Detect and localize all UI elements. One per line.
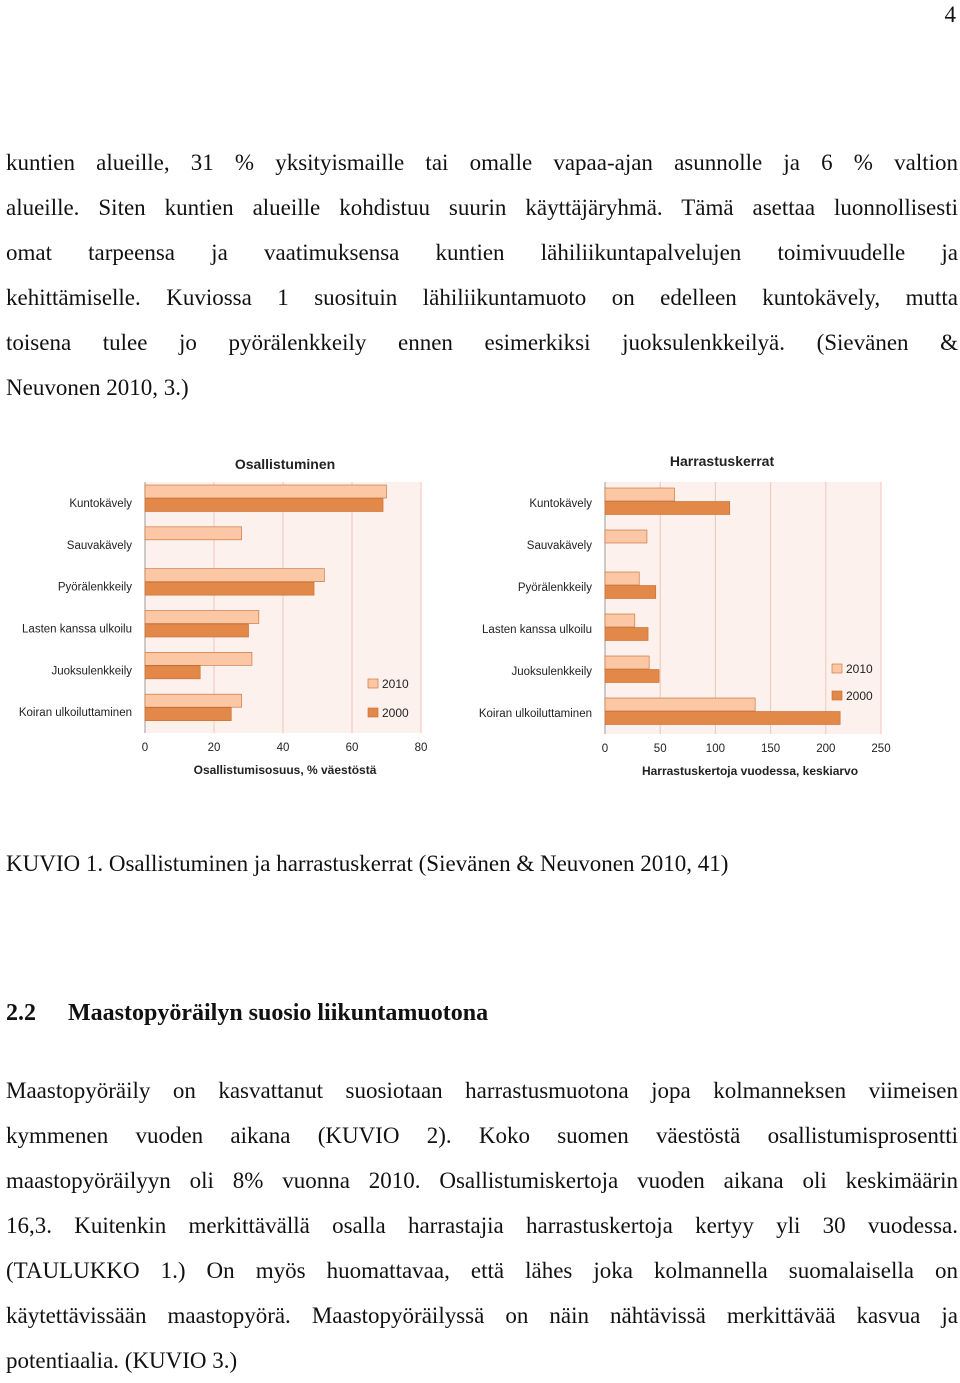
category-label: Pyörälenkkeily (57, 581, 132, 594)
paragraph-line: potentiaalia. (KUVIO 3.) (6, 1348, 238, 1373)
bar-2010 (605, 488, 675, 501)
category-label: Koiran ulkoiluttaminen (18, 707, 132, 720)
category-label: Sauvakävely (66, 539, 132, 552)
legend-swatch (368, 708, 378, 717)
chart-title: Osallistuminen (234, 456, 336, 472)
paragraph-line: kuntien alueille, 31 % yksityismaille tai omalle vapaa-ajan asunnolle ja 6 % valtion (6, 150, 958, 175)
bar-2010 (605, 614, 635, 627)
figure-caption: KUVIO 1. Osallistuminen ja harrastuskerrat (Sievänen & Neuvonen 2010, 41) (6, 851, 729, 876)
x-axis-label: Osallistumisosuus, % väestöstä (193, 763, 377, 777)
legend-label: 2010 (846, 662, 873, 676)
section-number: 2.2 (6, 1000, 36, 1026)
bar-2000 (605, 670, 659, 683)
x-tick-label: 50 (653, 743, 667, 755)
paragraph-line: maastopyöräilyyn oli 8% vuonna 2010. Osallistumiskertoja vuoden aikana oli keskimäärin (6, 1168, 958, 1193)
x-tick-label: 250 (871, 743, 891, 755)
bar-2010 (145, 611, 259, 624)
category-label: Kuntokävely (69, 497, 132, 510)
bar-2010 (605, 530, 647, 543)
frequency-chart (460, 440, 905, 800)
body-paragraph (6, 1068, 958, 1383)
bar-2010 (145, 485, 387, 498)
legend-label: 2000 (382, 706, 409, 720)
legend-swatch (832, 664, 842, 673)
bar-2010 (605, 698, 755, 711)
legend-swatch (368, 679, 378, 688)
bar-2000 (605, 628, 648, 641)
bar-2000 (605, 502, 730, 515)
bar-2010 (605, 656, 649, 669)
paragraph-line: kymmenen vuoden aikana (KUVIO 2). Koko suomen väestöstä osallistumisprosentti (6, 1123, 958, 1148)
participation-chart (0, 440, 450, 800)
bar-2010 (145, 694, 242, 707)
paragraph-line: käytettävissään maastopyörä. Maastopyöräilyssä on näin nähtävissä merkittävää kasvua ja (6, 1303, 958, 1328)
paragraph-line: Neuvonen 2010, 3.) (6, 375, 189, 400)
intro-paragraph (6, 140, 958, 410)
category-label: Sauvakävely (526, 540, 592, 552)
chart-title: Harrastuskerrat (669, 453, 775, 469)
x-tick-label: 0 (141, 742, 149, 754)
x-axis-label: Harrastuskertoja vuodessa, keskiarvo (641, 764, 859, 778)
x-tick-label: 80 (414, 742, 428, 754)
category-label: Kuntokävely (529, 498, 592, 510)
bar-2010 (145, 569, 324, 582)
x-tick-label: 200 (816, 743, 836, 755)
x-tick-label: 0 (601, 743, 609, 755)
bar-2000 (145, 624, 249, 637)
category-label: Juoksulenkkeily (51, 665, 132, 678)
section-heading (6, 1000, 488, 1027)
bar-2010 (145, 652, 252, 665)
paragraph-line: 16,3. Kuitenkin merkittävällä osalla harrastajia harrastuskertoja kertyy yli 30 vuodessa. (6, 1213, 958, 1238)
x-tick-label: 100 (705, 743, 725, 755)
category-label: Juoksulenkkeily (511, 666, 592, 678)
figure-1 (0, 440, 960, 800)
bar-2000 (605, 712, 840, 725)
category-label: Koiran ulkoiluttaminen (478, 708, 592, 720)
category-label: Pyörälenkkeily (517, 582, 592, 594)
category-label: Lasten kanssa ulkoilu (22, 623, 132, 636)
x-tick-label: 40 (276, 742, 290, 754)
paragraph-line: (TAULUKKO 1.) On myös huomattavaa, että lähes joka kolmannella suomalaisella on (6, 1258, 958, 1283)
paragraph-line: kehittämiselle. Kuviossa 1 suosituin lähiliikuntamuoto on edelleen kuntokävely, mutta (6, 285, 958, 310)
category-label: Lasten kanssa ulkoilu (482, 624, 592, 636)
legend-label: 2000 (846, 689, 873, 703)
paragraph-line: omat tarpeensa ja vaatimuksensa kuntien lähiliikuntapalvelujen toimivuudelle ja (6, 240, 958, 265)
x-tick-label: 60 (345, 742, 359, 754)
bar-2000 (145, 499, 383, 512)
paragraph-line: alueille. Siten kuntien alueille kohdistuu suurin käyttäjäryhmä. Tämä asettaa luonnollisesti (6, 195, 958, 220)
legend-label: 2010 (382, 677, 409, 691)
x-tick-label: 150 (761, 743, 781, 755)
bar-2010 (145, 527, 242, 540)
bar-2000 (145, 708, 231, 721)
x-tick-label: 20 (207, 742, 221, 754)
bar-2000 (145, 666, 200, 679)
section-title: Maastopyöräilyn suosio liikuntamuotona (68, 1000, 489, 1026)
legend-swatch (832, 691, 842, 700)
bar-2010 (605, 572, 639, 585)
paragraph-line: toisena tulee jo pyörälenkkeily ennen esimerkiksi juoksulenkkeilyä. (Sievänen & (6, 330, 958, 355)
page-number: 4 (944, 2, 956, 27)
paragraph-line: Maastopyöräily on kasvattanut suosiotaan harrastusmuotona jopa kolmanneksen viimeisen (6, 1078, 958, 1103)
bar-2000 (605, 586, 656, 599)
bar-2000 (145, 582, 314, 595)
